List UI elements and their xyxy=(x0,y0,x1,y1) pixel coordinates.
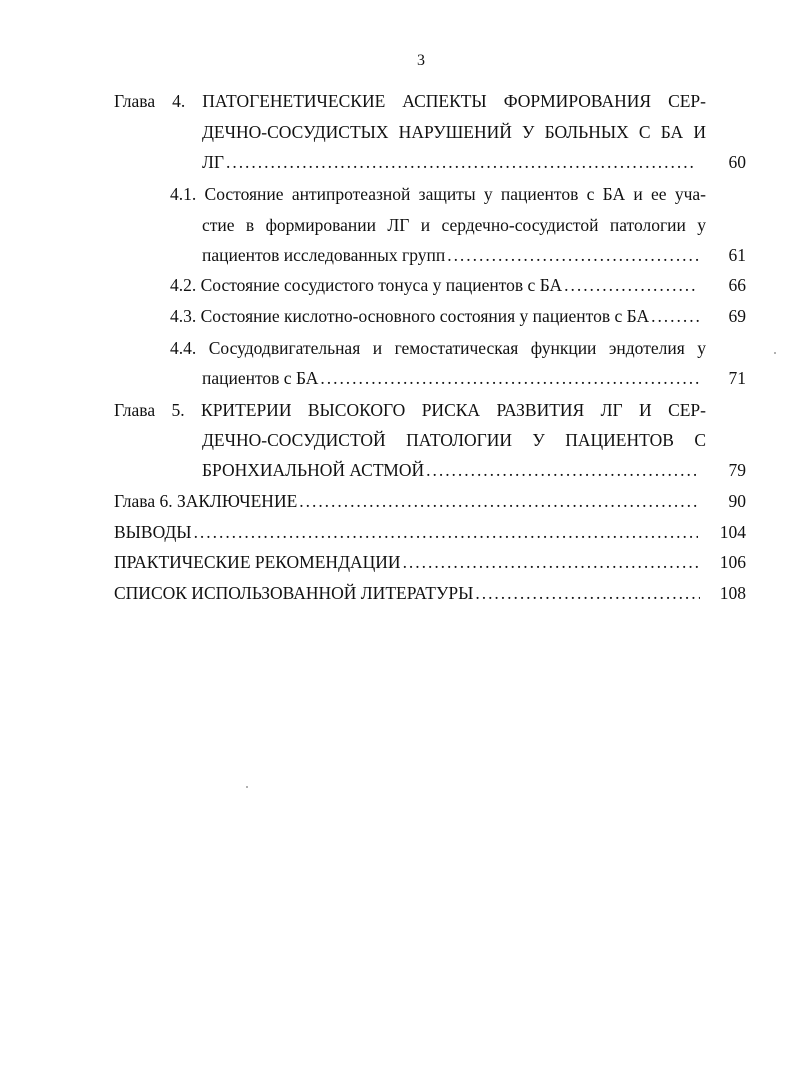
toc-entry-last-line[interactable] xyxy=(114,550,702,574)
toc-page-number: 71 xyxy=(728,368,746,388)
toc-entry-text: 4.2. Состояние сосудистого тонуса у пациентов с БА xyxy=(170,275,563,295)
toc-line: Глава 5. КРИТЕРИИ ВЫСОКОГО РИСКА РАЗВИТИЯ ЛГ И СЕР- xyxy=(114,400,706,420)
dot-leader xyxy=(194,520,698,544)
toc-page-number: 66 xyxy=(728,275,746,295)
dot-leader xyxy=(426,458,696,482)
toc-entry-last-line[interactable] xyxy=(170,273,700,297)
toc-entry-last-line[interactable] xyxy=(114,520,700,544)
toc-entry-text: ВЫВОДЫ xyxy=(114,522,192,542)
dot-leader xyxy=(403,550,700,574)
toc-entry-last-line[interactable] xyxy=(114,489,700,513)
toc-entry-last-line[interactable] xyxy=(170,304,704,328)
toc-line: ДЕЧНО-СОСУДИСТОЙ ПАТОЛОГИИ У ПАЦИЕНТОВ С xyxy=(202,430,706,450)
toc-entry-text: БРОНХИАЛЬНОЙ АСТМОЙ xyxy=(202,460,425,480)
dot-leader xyxy=(226,150,696,174)
toc-entry-text: ПРАКТИЧЕСКИЕ РЕКОМЕНДАЦИИ xyxy=(114,552,401,572)
toc-entry-last-line[interactable] xyxy=(202,150,698,174)
toc-page-number: 61 xyxy=(728,245,746,265)
dot-leader xyxy=(475,581,700,605)
scan-speck xyxy=(246,786,248,788)
toc-page-number: 104 xyxy=(719,522,746,542)
toc-line: 4.1. Состояние антипротеазной защиты у пациентов с БА и ее уча- xyxy=(170,184,706,204)
toc-page-number: 106 xyxy=(719,552,746,572)
dot-leader xyxy=(299,489,698,513)
toc-line: Глава 4. ПАТОГЕНЕТИЧЕСКИЕ АСПЕКТЫ ФОРМИРОВАНИЯ СЕР- xyxy=(114,91,706,111)
toc-entry-text: пациентов с БА xyxy=(202,368,319,388)
toc-entry-text: СПИСОК ИСПОЛЬЗОВАННОЙ ЛИТЕРАТУРЫ xyxy=(114,583,474,603)
toc-line: ДЕЧНО-СОСУДИСТЫХ НАРУШЕНИЙ У БОЛЬНЫХ С БА И xyxy=(202,122,706,142)
toc-page-number: 69 xyxy=(728,306,746,326)
toc-entry-last-line[interactable] xyxy=(114,581,702,605)
toc-entry-text: 4.3. Состояние кислотно-основного состояния у пациентов с БА xyxy=(170,306,650,326)
toc-line: стие в формировании ЛГ и сердечно-сосудистой патологии у xyxy=(202,215,706,235)
toc-line: 4.4. Сосудодвигательная и гемостатическая функции эндотелия у xyxy=(170,338,706,358)
dot-leader xyxy=(564,273,698,297)
toc-page-number: 108 xyxy=(719,583,746,603)
scan-speck xyxy=(774,352,776,354)
toc-page-number: 79 xyxy=(728,460,746,480)
page-number: 3 xyxy=(417,52,425,69)
dot-leader xyxy=(447,243,700,267)
toc-entry-text: ЛГ xyxy=(202,152,224,172)
toc-entry-text: пациентов исследованных групп xyxy=(202,245,446,265)
toc-entry-last-line[interactable] xyxy=(202,366,702,390)
toc-page-number: 90 xyxy=(728,491,746,511)
dot-leader xyxy=(320,366,700,390)
toc-entry-last-line[interactable] xyxy=(202,243,702,267)
toc-page-number: 60 xyxy=(728,152,746,172)
toc-entry-last-line[interactable] xyxy=(202,458,698,482)
toc-entry-text: Глава 6. ЗАКЛЮЧЕНИЕ xyxy=(114,491,298,511)
